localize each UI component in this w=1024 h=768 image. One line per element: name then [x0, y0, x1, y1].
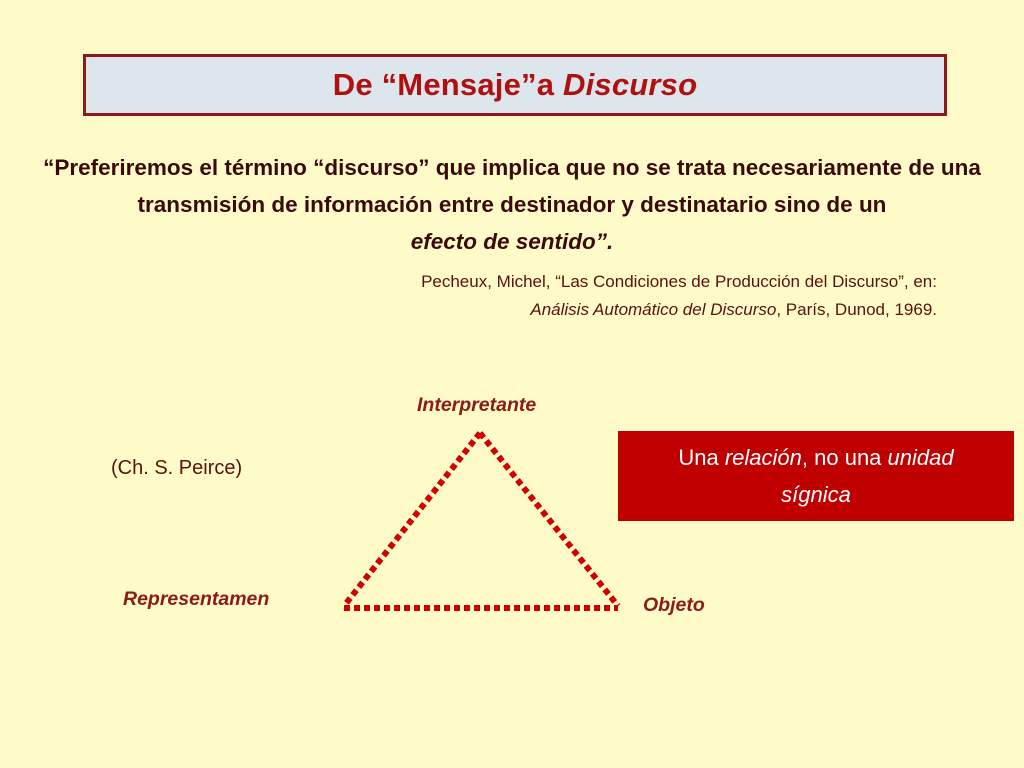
- peirce-attribution: (Ch. S. Peirce): [111, 457, 243, 479]
- title-box: [83, 54, 947, 116]
- quote-main: “Preferiremos el término “discurso” que implica que no se trata necesariamente de una transmisión de información entre destinador y destinatario sino de un: [43, 155, 981, 217]
- slide-title: [333, 67, 698, 103]
- triangle-right-edge: [480, 433, 618, 606]
- citation-book-title: Análisis Automático del Discurso: [530, 300, 777, 319]
- unidad-word: unidad: [887, 445, 954, 470]
- citation: [421, 268, 937, 324]
- relation-word: relación: [724, 445, 802, 470]
- relation-text: [666, 439, 965, 513]
- objeto-label: Objeto: [643, 594, 705, 616]
- signica-word: sígnica: [781, 482, 851, 507]
- title-prefix: De “Mensaje”a: [332, 67, 563, 102]
- quote-text: [30, 149, 994, 260]
- representamen-label: Representamen: [123, 588, 270, 610]
- citation-line1: Pecheux, Michel, “Las Condiciones de Producción del Discurso”, en:: [421, 272, 937, 291]
- relation-box: [618, 431, 1014, 521]
- triangle-left-edge: [344, 433, 480, 606]
- interpretante-label: Interpretante: [417, 394, 537, 416]
- relation-part1: Una: [678, 445, 725, 470]
- quote-emphasis: efecto de sentido”.: [410, 229, 614, 254]
- title-emphasis: Discurso: [562, 67, 698, 102]
- relation-part3: , no una: [801, 445, 888, 470]
- citation-line2-rest: , París, Dunod, 1969.: [776, 300, 937, 319]
